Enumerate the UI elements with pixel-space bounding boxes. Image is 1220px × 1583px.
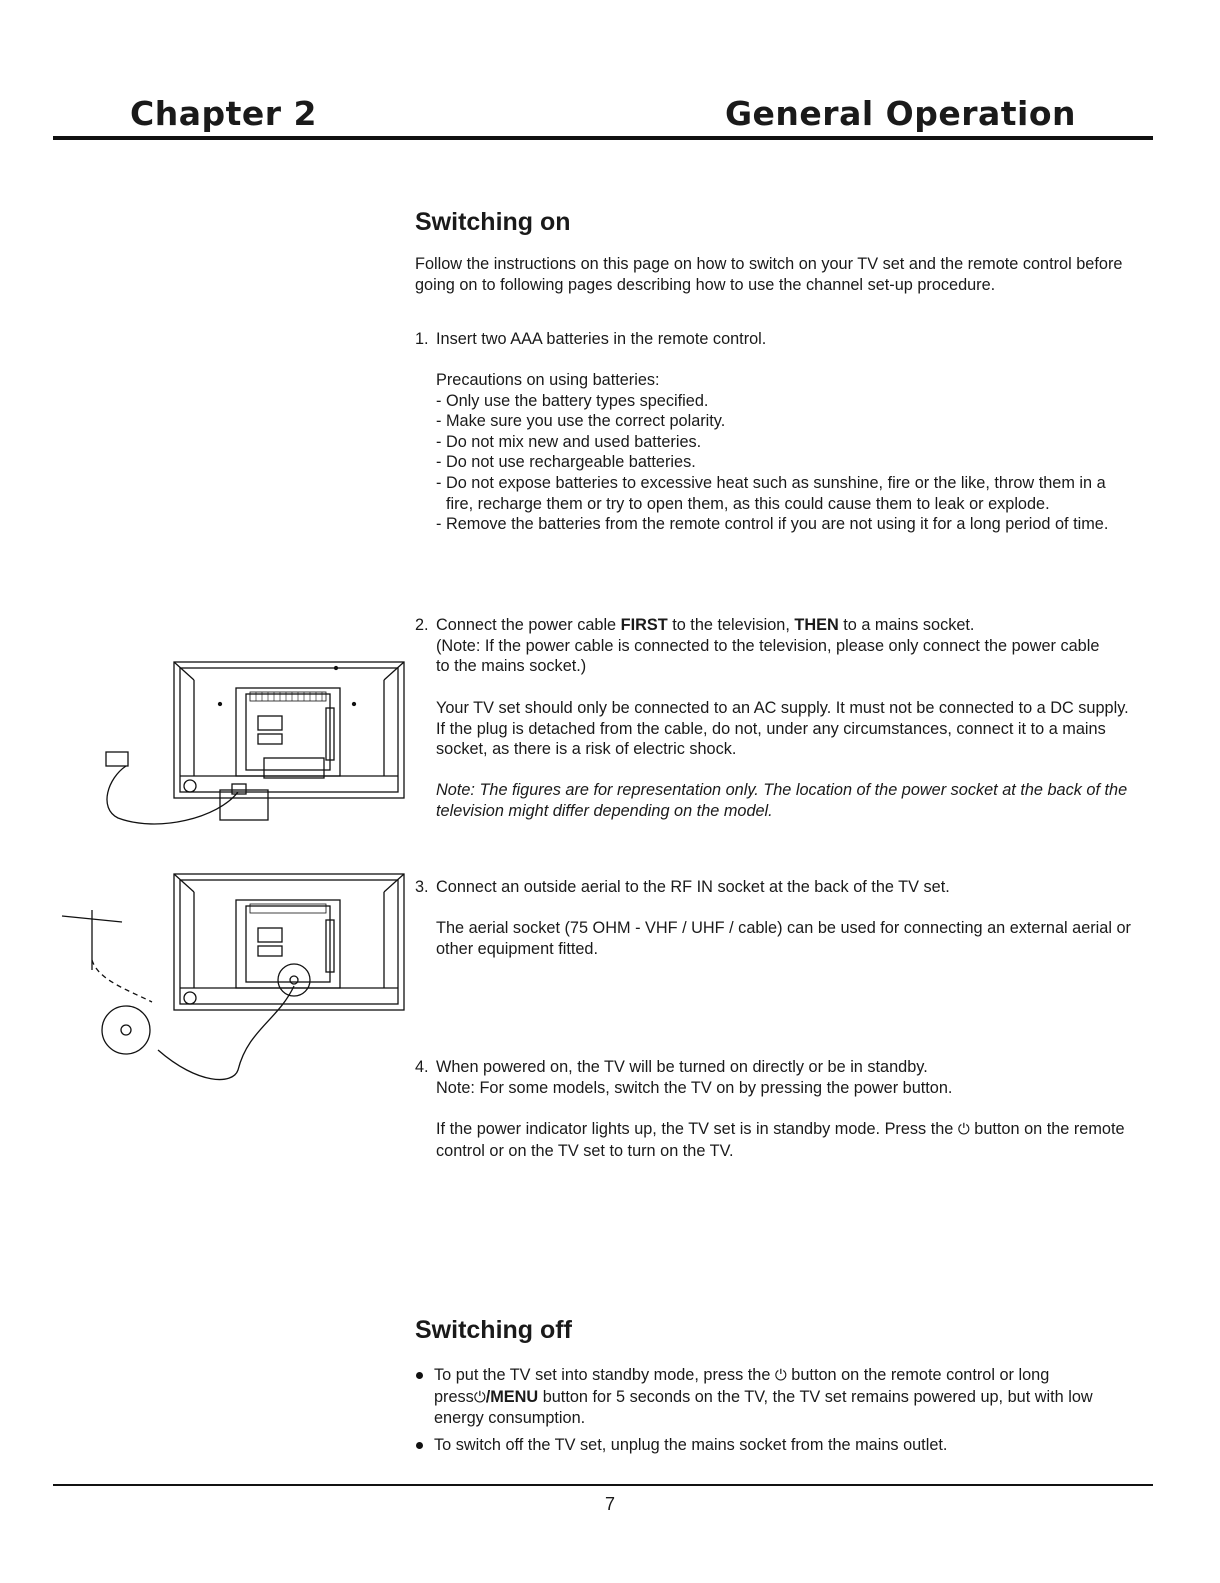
figure-note: Note: The figures are for representation only. The location of the power socket at the back of the television might differ depending on the model.: [436, 781, 1128, 820]
menu-emphasis: /MENU: [485, 1387, 539, 1406]
precaution-item: - Do not use rechargeable batteries.: [436, 453, 696, 472]
chapter-label: Chapter 2: [130, 94, 317, 133]
standby-indicator-info: If the power indicator lights up, the TV set is in standby mode. Press the ⏻ button on the remote control or on the TV set to turn on the TV.: [436, 1120, 1125, 1160]
step-2-text: Connect the power cable FIRST to the television, THEN to a mains socket.: [436, 616, 975, 634]
precaution-item: - Remove the batteries from the remote control if you are not using it for a long period of time.: [436, 515, 1109, 534]
first-emphasis: FIRST: [620, 616, 668, 634]
step-4: [415, 1057, 1135, 1097]
step-4-text: When powered on, the TV will be turned on directly or be in standby.: [436, 1058, 928, 1076]
step-number: 3.: [415, 878, 429, 896]
precaution-item: - Do not expose batteries to excessive heat such as sunshine, fire or the like, throw them in a fire, recharge them or try to open them, as this could cause them to leak or explode.: [436, 473, 1106, 513]
step-1-text: Insert two AAA batteries in the remote control.: [436, 330, 767, 348]
power-icon: ⏻: [774, 1367, 787, 1384]
switching-off-list: [415, 1365, 1135, 1461]
bullet-icon: [416, 1442, 423, 1449]
bullet-icon: [416, 1372, 423, 1379]
precaution-item: - Only use the battery types specified.: [436, 391, 709, 410]
step-2: [415, 615, 1135, 676]
step-number: 2.: [415, 616, 429, 634]
page-number: 7: [604, 1494, 615, 1514]
precautions-title: Precautions on using batteries:: [436, 371, 660, 389]
switching-on-heading: Switching on: [415, 208, 571, 236]
power-icon: ⏻: [473, 1388, 486, 1406]
step-number: 1.: [415, 330, 429, 348]
step-1: [415, 329, 1135, 350]
step-3: [415, 877, 1135, 898]
then-emphasis: THEN: [794, 616, 839, 634]
ac-supply-warning: Your TV set should only be connected to an AC supply. It must not be connected to a DC supply. If the plug is detached from the cable, do not, under any circumstances, connect it to a mains socket, as there is a risk of electric shock.: [436, 699, 1129, 759]
battery-precautions: [436, 370, 1136, 535]
precaution-item: - Do not mix new and used batteries.: [436, 432, 702, 451]
step-4-note: Note: For some models, switch the TV on by pressing the power button.: [436, 1078, 953, 1097]
power-icon: ⏻: [957, 1121, 970, 1138]
precautions-list: [436, 391, 1136, 535]
step-number: 4.: [415, 1058, 429, 1076]
list-item: To switch off the TV set, unplug the mains socket from the mains outlet.: [415, 1435, 1135, 1457]
step-3-text: Connect an outside aerial to the RF IN socket at the back of the TV set.: [436, 878, 950, 896]
power-connection-figure: [98, 658, 408, 840]
aerial-socket-info: The aerial socket (75 OHM - VHF / UHF / cable) can be used for connecting an external aerial or other equipment fitted.: [436, 919, 1131, 958]
step-2-note: (Note: If the power cable is connected to the television, please only connect the power cable to the mains socket.): [436, 636, 1100, 676]
footer-rule: [53, 1484, 1153, 1486]
aerial-connection-figure: [58, 870, 408, 1092]
chapter-title: General Operation: [724, 94, 1076, 133]
switching-off-heading: Switching off: [415, 1316, 572, 1344]
list-item: To put the TV set into standby mode, press the ⏻ button on the remote control or long press⏻/MENU button for 5 seconds on the TV, the TV set remains powered up, but with low energy consumption.: [415, 1365, 1135, 1430]
precaution-item: - Make sure you use the correct polarity.: [436, 412, 726, 431]
header-rule: [53, 136, 1153, 140]
intro-paragraph: Follow the instructions on this page on how to switch on your TV set and the remote control before going on to following pages describing how to use the channel set-up procedure.: [415, 255, 1123, 294]
